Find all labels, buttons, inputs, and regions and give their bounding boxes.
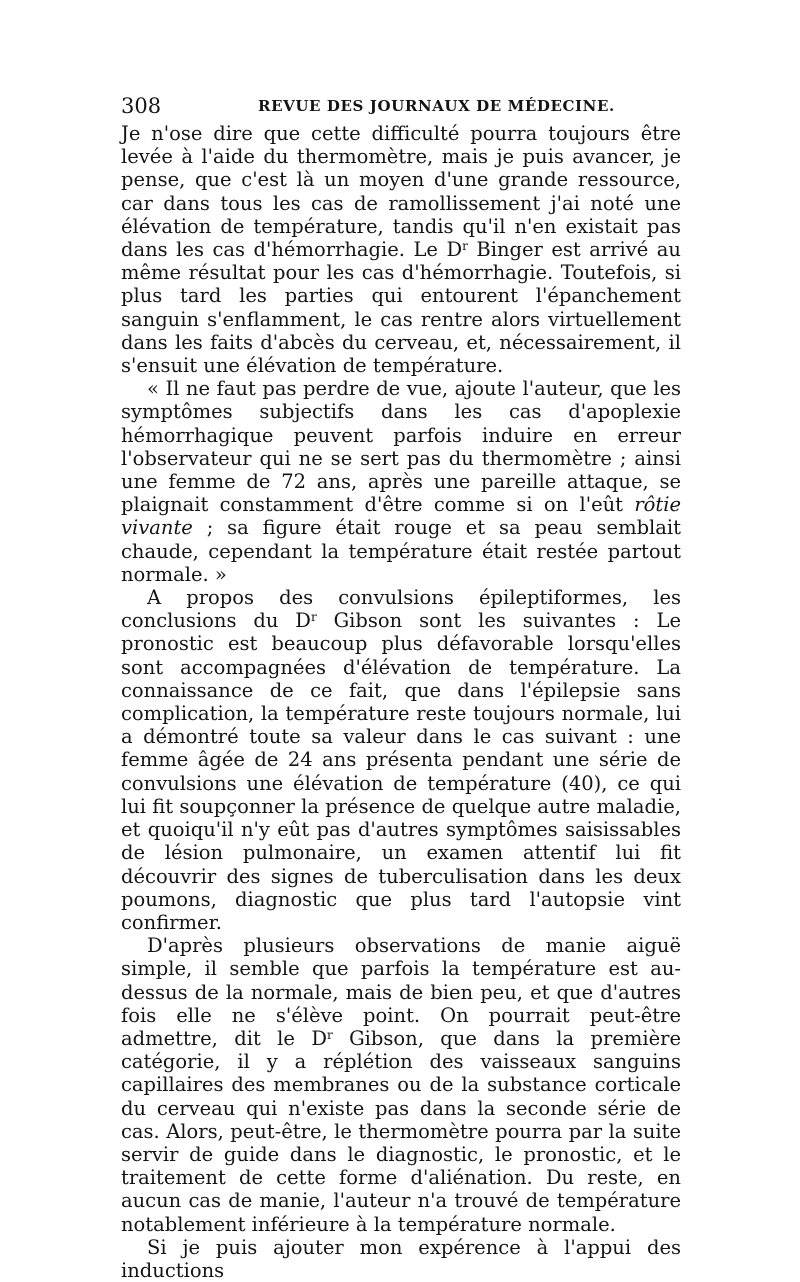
italic-phrase: rôtie vivante xyxy=(121,493,681,540)
body-text xyxy=(121,122,681,1282)
doctor-superscript: r xyxy=(462,239,468,254)
paragraph-3-text-b: Gibson sont les suivantes : Le pronostic est beaucoup plus défavorable lorsqu'elles sont accompagnées d'élévation de température. La connaissance de ce fait, que dans l'épilepsie sans complication, la température reste toujours normale, lui a démontré toute sa valeur dans le cas suivant : une femme âgée de 24 ans présenta pendant une série de convulsions une élévation de température (40), ce qui lui fit soupçonner la présence de quelque autre maladie, et quoiqu'il n'y eût pas d'autres symptômes saisissables de lésion pulmonaire, un examen attentif lui fit découvrir des signes de tuberculisation dans les deux poumons, diagnostic que plus tard l'autopsie vint confirmer. xyxy=(121,609,682,934)
page-header xyxy=(121,91,681,121)
paragraph-4-text-b: Gibson, que dans la première catégorie, il y a réplétion des vaisseaux sanguins capillaires des membranes ou de la substance corticale du cerveau qui n'existe pas dans la seconde série de cas. Alors, peut-être, le thermomètre pourra par la suite servir de guide dans le diagnostic, le pronostic, et le traitement de cette forme d'aliénation. Du reste, en aucun cas de manie, l'auteur n'a trouvé de température notablement inférieure à la température normale. xyxy=(121,1026,681,1236)
paragraph-4 xyxy=(121,934,681,1236)
paragraph-1-text-b: Binger est arrivé au même résultat pour les cas d'hémorrhagie. Toutefois, si plus tard les parties qui entourent l'épanchement sanguin s'enflamment, le cas rentre alors virtuellement dans les faits d'abcès du cerveau, et, nécessairement, il s'ensuit une élévation de température. xyxy=(121,238,681,378)
paragraph-2 xyxy=(121,377,681,586)
doctor-superscript: r xyxy=(310,610,317,625)
paragraph-3 xyxy=(121,586,681,934)
page-number: 308 xyxy=(121,94,162,118)
paragraph-5 xyxy=(121,1236,681,1282)
paragraph-1 xyxy=(121,122,681,377)
paragraph-1-text-a: Je n'ose dire que cette difficulté pourra toujours être levée à l'aide du thermomètre, mais je puis avancer, je pense, que c'est là un moyen d'une grande ressource, car dans tous les cas de ramollissement j'ai noté une élévation de température, tandis qu'il n'en existait pas dans les cas d'hémorrhagie. Le D xyxy=(121,122,681,262)
paragraph-2-text-b: ; sa figure était rouge et sa peau semblait chaude, cependant la température était restée partout normale. » xyxy=(121,516,681,586)
doctor-superscript: r xyxy=(326,1027,333,1042)
paragraph-2-text-a: « Il ne faut pas perdre de vue, ajoute l'auteur, que les symptômes subjectifs dans les cas d'apoplexie hémorrhagique peuvent parfois induire en erreur l'observateur qui ne se sert pas du thermomètre ; ainsi une femme de 72 ans, après une pareille attaque, se plaignait constamment d'être comme si on l'eût xyxy=(121,377,681,517)
paragraph-5-text: Si je puis ajouter mon expérence à l'appui des inductions xyxy=(121,1235,681,1282)
paragraph-4-text-a: D'après plusieurs observations de manie aiguë simple, il semble que parfois la température est au-dessus de la normale, mais de bien peu, et que d'autres fois elle ne s'élève point. On pourrait peut-être admettre, dit le D xyxy=(121,934,681,1050)
paragraph-3-text-a: A propos des convulsions épileptiformes, les conclusions du D xyxy=(121,586,681,633)
running-head: REVUE DES JOURNAUX DE MÉDECINE. xyxy=(258,97,615,115)
